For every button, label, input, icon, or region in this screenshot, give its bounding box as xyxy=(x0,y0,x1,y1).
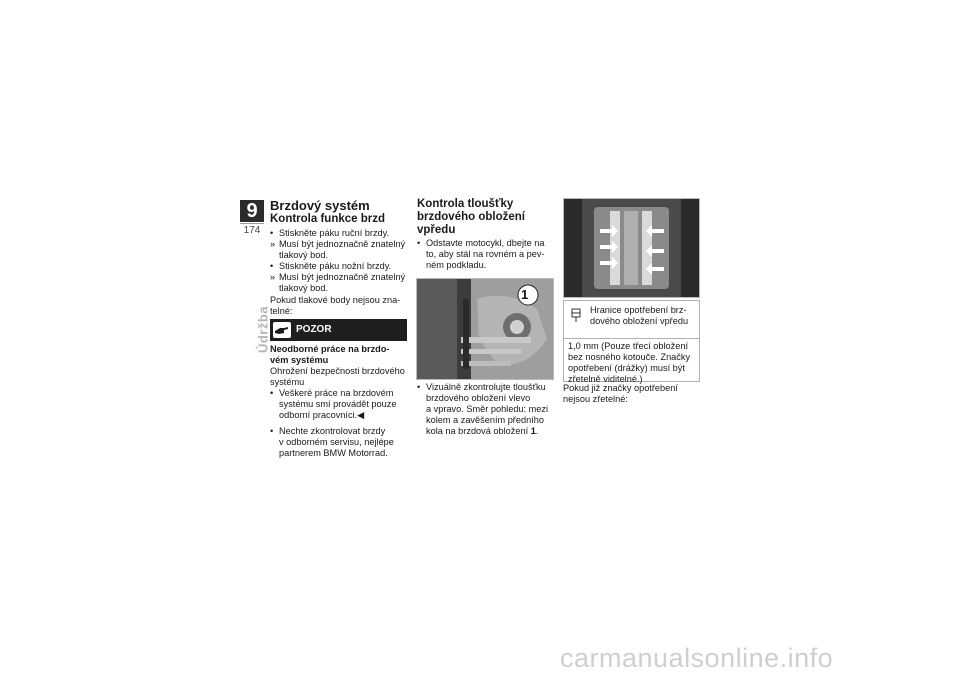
watermark: carmanualsonline.info xyxy=(560,643,834,673)
list-item-cont: a vpravo. Směr pohledu: mezi xyxy=(426,404,549,414)
list-item-end: . xyxy=(535,426,539,436)
para-line: telné: xyxy=(270,306,293,316)
list-item-cont: tlakový bod. xyxy=(279,250,329,260)
section-title: Brzdový systém xyxy=(270,198,370,213)
warning-list xyxy=(270,388,410,460)
para-line: nejsou zřetelné: xyxy=(563,394,628,404)
spec-value: zřetelně viditelné.) xyxy=(568,374,643,384)
list-marker: » xyxy=(270,239,276,249)
spec-value: opotřebení (drážky) musí být xyxy=(568,363,685,373)
warning-banner xyxy=(270,319,407,341)
section-title: vpředu xyxy=(417,224,456,236)
spec-title: dového obložení vpředu xyxy=(590,316,689,326)
spec-title: Hranice opotřebení brz- xyxy=(590,305,687,315)
chapter-number: 9 xyxy=(240,200,264,222)
callout-ref: 1 xyxy=(530,426,536,436)
list-item: Stiskněte páku nožní brzdy. xyxy=(279,261,392,271)
list-item: Veškeré práce na brzdovém xyxy=(279,388,394,398)
list-item-text: kola na brzdová obložení xyxy=(426,426,529,436)
list-item-cont: partnerem BMW Motorrad. xyxy=(279,448,388,458)
list-item: Musí být jednoznačně znatelný xyxy=(279,272,406,282)
list-marker: • xyxy=(270,426,274,436)
para-line: Pokud tlakové body nejsou zna- xyxy=(270,295,401,305)
warning-label: POZOR xyxy=(296,324,332,335)
list-item-cont: kolem a zavěšením předního xyxy=(426,415,544,425)
check-list xyxy=(270,228,410,294)
brake-pad-icon xyxy=(570,307,582,328)
list-item: Odstavte motocykl, dbejte na xyxy=(426,238,545,248)
list-item: Stiskněte páku ruční brzdy. xyxy=(279,228,390,238)
list-item-cont: to, aby stál na rovném a pev- xyxy=(426,249,545,259)
photo-callout: 1 xyxy=(521,287,529,302)
chapter-divider xyxy=(240,223,264,224)
list-item: Vizuálně zkontrolujte tloušťku xyxy=(426,382,546,392)
spec-value: 1,0 mm (Pouze třecí obložení xyxy=(568,341,689,351)
section-title: brzdového obložení xyxy=(417,211,525,223)
list-item: Nechte zkontrolovat brzdy xyxy=(279,426,386,436)
list-marker: • xyxy=(270,261,274,271)
section-title: Kontrola tloušťky xyxy=(417,198,514,210)
spec-divider xyxy=(564,338,699,339)
list-marker: • xyxy=(417,382,421,392)
brake-caliper-photo xyxy=(416,278,554,380)
warning-text: systému xyxy=(270,377,305,387)
spec-box xyxy=(563,300,700,382)
warning-title: Neodborné práce na brzdo- xyxy=(270,344,390,354)
instruction-list xyxy=(417,382,557,438)
subsection-title: Kontrola funkce brzd xyxy=(270,213,386,225)
para-line: Pokud již značky opotřebení xyxy=(563,383,678,393)
list-item-cont: v odborném servisu, nejlépe xyxy=(279,437,394,447)
list-marker: • xyxy=(270,228,274,238)
list-marker: » xyxy=(270,272,276,282)
brake-pad-photo xyxy=(563,198,700,298)
list-item-cont: systému smí provádět pouze xyxy=(279,399,397,409)
list-item-cont: brzdového obložení vlevo xyxy=(426,393,531,403)
list-item-cont: odborní pracovníci.◀ xyxy=(279,410,365,420)
list-item: Musí být jednoznačně znatelný xyxy=(279,239,406,249)
list-item-cont: tlakový bod. xyxy=(279,283,329,293)
list-item-cont xyxy=(426,426,538,437)
list-item-cont: ném podkladu. xyxy=(426,260,487,270)
warning-title: vém systému xyxy=(270,355,329,365)
section-label: Údržba xyxy=(255,305,271,354)
warning-text: Ohrožení bezpečnosti brzdového xyxy=(270,366,405,376)
instruction-list xyxy=(417,238,557,272)
list-marker: • xyxy=(417,238,421,248)
hand-warning-icon xyxy=(273,322,291,338)
page-number: 174 xyxy=(243,225,261,236)
spec-value: bez nosného kotouče. Značky xyxy=(568,352,691,362)
list-marker: • xyxy=(270,388,274,398)
